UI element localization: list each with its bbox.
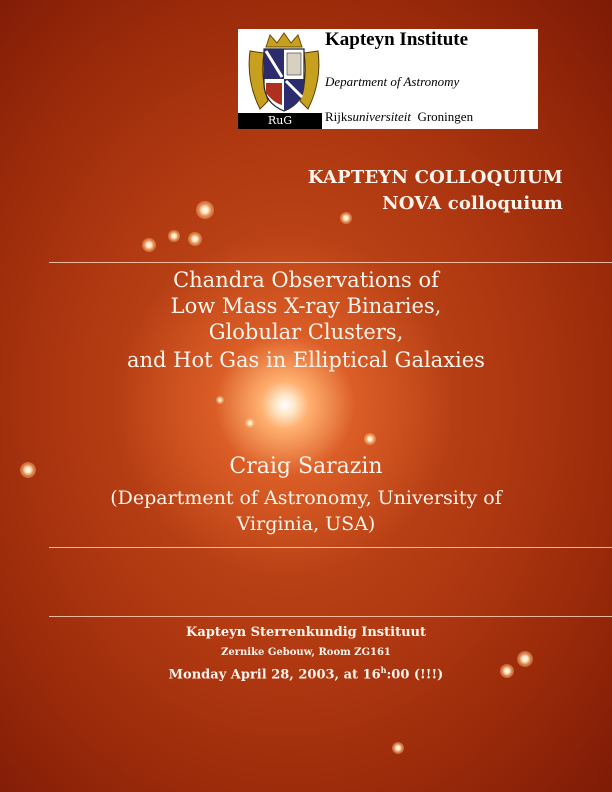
star <box>188 232 202 246</box>
colloquium-subheading: NOVA colloquium <box>382 193 563 214</box>
university-name: Rijksuniversiteit Groningen <box>325 109 474 124</box>
talk-title-line-1: Chandra Observations of <box>173 268 439 292</box>
divider <box>49 262 612 263</box>
talk-title-line-2: Low Mass X-ray Binaries, <box>170 294 442 318</box>
star <box>245 418 255 428</box>
star <box>142 238 156 252</box>
venue-room: Zernike Gebouw, Room ZG161 <box>221 647 391 658</box>
talk-title-line-4: and Hot Gas in Elliptical Galaxies <box>127 348 485 372</box>
department-name: Department of Astronomy <box>325 74 460 89</box>
talk-title-line-3: Globular Clusters, <box>208 320 404 344</box>
venue-datetime: Monday April 28, 2003, at 16$^h$:00 (!!!) <box>168 665 444 683</box>
star <box>216 396 224 404</box>
star <box>168 230 180 242</box>
university-crest-icon <box>244 31 324 113</box>
rug-badge: RuG <box>238 113 322 129</box>
kapteyn-logo <box>238 29 538 129</box>
speaker-name: Craig Sarazin <box>229 454 383 479</box>
star <box>340 212 352 224</box>
divider <box>49 547 612 548</box>
institute-name: Kapteyn Institute <box>325 29 469 50</box>
star <box>392 742 404 754</box>
star <box>196 201 214 219</box>
venue-institute: Kapteyn Sterrenkundig Instituut <box>186 625 426 640</box>
colloquium-heading: KAPTEYN COLLOQUIUM <box>307 167 563 188</box>
star <box>364 433 376 445</box>
divider <box>49 616 612 617</box>
speaker-affiliation-line-1: (Department of Astronomy, University of <box>110 487 502 509</box>
speaker-affiliation-line-2: Virginia, USA) <box>236 513 376 535</box>
